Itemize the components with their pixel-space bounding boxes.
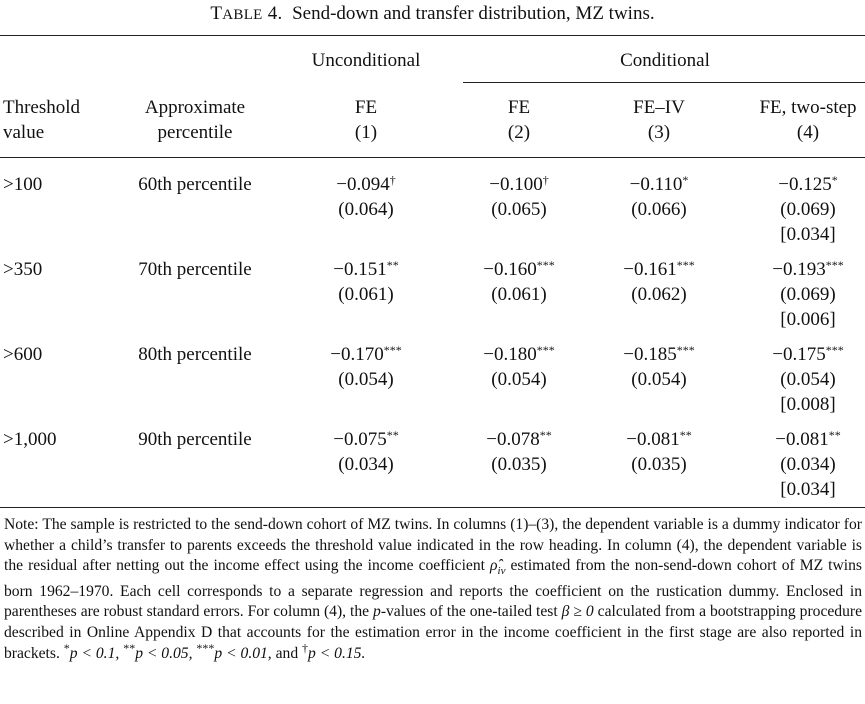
coefficient-value: −0.075 — [333, 429, 387, 450]
header-col-name: FE — [507, 97, 531, 118]
note-sig2: p < 0.05, — [135, 644, 193, 662]
estimate-cell — [623, 342, 694, 392]
group-conditional: Conditional — [620, 50, 710, 71]
conditional-underline — [463, 82, 865, 83]
standard-error: (0.034) — [338, 454, 394, 475]
significance-mark: † — [389, 173, 396, 187]
coefficient-value: −0.094 — [336, 174, 390, 195]
coefficient-value: −0.100 — [489, 174, 543, 195]
row-percentile: 70th percentile — [138, 259, 252, 280]
estimate-cell — [336, 172, 395, 222]
coefficient — [623, 257, 694, 282]
row-percentile: 60th percentile — [138, 174, 252, 195]
standard-error: (0.035) — [491, 454, 547, 475]
coefficient — [333, 427, 398, 452]
header-col-name: FE–IV — [633, 97, 685, 118]
significance-mark: † — [542, 173, 549, 187]
table-caption — [0, 3, 865, 25]
estimate-cell — [330, 342, 401, 392]
significance-mark: *** — [536, 343, 555, 357]
table-note — [4, 515, 862, 664]
standard-error: (0.066) — [631, 199, 687, 220]
coefficient — [630, 172, 689, 197]
estimate-cell — [772, 342, 843, 417]
coefficient — [336, 172, 395, 197]
row-threshold: >600 — [3, 344, 43, 365]
note-part-1: Note: The sample is restricted to the send-down cohort of MZ twins. In columns (1)–(3), the dependent variable is a dummy indicator for whether a child’s transfer to parents exceeds the threshold value indicated in the row heading. In column (4), the dependent variable is the residual after netting out the income effect using the income coefficient — [4, 516, 862, 575]
coefficient — [778, 172, 837, 197]
header-col-number: (1) — [354, 122, 378, 143]
coefficient-value: −0.185 — [623, 344, 677, 365]
standard-error: (0.069) — [780, 199, 836, 220]
standard-error: (0.054) — [780, 369, 836, 390]
significance-mark: ** — [828, 428, 841, 442]
significance-mark: ** — [386, 258, 399, 272]
note-sig1-mark: * — [63, 640, 70, 655]
coefficient — [333, 257, 398, 282]
standard-error: (0.054) — [338, 369, 394, 390]
note-p-italic: p — [373, 603, 381, 621]
coefficient — [483, 257, 554, 282]
coefficient — [775, 427, 840, 452]
estimate-cell — [333, 427, 398, 477]
header-col-number: (4) — [796, 122, 820, 143]
coefficient-value: −0.125 — [778, 174, 832, 195]
row-threshold: >350 — [3, 259, 43, 280]
estimate-cell — [489, 172, 548, 222]
row-threshold: >1,000 — [3, 429, 57, 450]
coefficient-value: −0.170 — [330, 344, 384, 365]
coefficient — [489, 172, 548, 197]
standard-error: (0.062) — [631, 284, 687, 305]
coefficient — [772, 342, 843, 367]
coefficient — [623, 342, 694, 367]
header-col-name: FE, two-step — [759, 97, 857, 118]
estimate-cell — [772, 257, 843, 332]
coefficient-value: −0.081 — [626, 429, 680, 450]
standard-error: (0.064) — [338, 199, 394, 220]
header-threshold-line2: value — [3, 122, 45, 143]
coefficient — [330, 342, 401, 367]
note-test: β ≥ 0 — [561, 603, 594, 621]
header-col-number: (3) — [647, 122, 671, 143]
significance-mark: *** — [383, 343, 402, 357]
significance-mark: ** — [386, 428, 399, 442]
note-part-3: -values of the one-tailed test — [380, 603, 558, 621]
significance-mark: *** — [676, 343, 695, 357]
coefficient — [483, 342, 554, 367]
coefficient-value: −0.110 — [629, 174, 683, 195]
coefficient-value: −0.160 — [483, 259, 537, 280]
note-sig4: p < 0.15. — [308, 644, 366, 662]
standard-error: (0.054) — [491, 369, 547, 390]
header-col-4 — [759, 95, 856, 145]
estimate-cell — [483, 257, 554, 307]
note-sig4-mark: † — [302, 640, 309, 655]
note-and: and — [275, 644, 299, 662]
estimate-cell — [778, 172, 837, 247]
header-col-2 — [508, 95, 530, 145]
table-label: TABLE 4. — [210, 3, 283, 24]
coefficient-value: −0.180 — [483, 344, 537, 365]
standard-error: (0.034) — [780, 454, 836, 475]
coefficient-value: −0.161 — [623, 259, 677, 280]
note-sig2-mark: ** — [123, 640, 136, 655]
coefficient-value: −0.081 — [775, 429, 829, 450]
significance-mark: *** — [536, 258, 555, 272]
header-threshold-line1: Threshold — [3, 97, 81, 118]
table-title: Send-down and transfer distribution, MZ twins. — [292, 3, 655, 24]
standard-error: (0.065) — [491, 199, 547, 220]
note-part-4: calculated from a bootstrapping procedure described in Online Appendix D that accounts for the estimation error in the income coefficient in the first stage are also reported in brackets. — [4, 603, 863, 662]
standard-error: (0.054) — [631, 369, 687, 390]
row-threshold: >100 — [3, 174, 43, 195]
note-sig1: p < 0.1, — [69, 644, 120, 662]
standard-error: (0.069) — [780, 284, 836, 305]
estimate-cell — [626, 427, 691, 477]
header-col-name: FE — [354, 97, 378, 118]
header-percentile-line1: Approximate — [144, 97, 246, 118]
standard-error: (0.061) — [338, 284, 394, 305]
header-threshold — [3, 95, 80, 145]
note-part-2: estimated from the non-send-down cohort of MZ twins born 1962–1970. Each cell corresponds to a separate regression and reports the coefficient on the rustication dummy. Enclosed in parentheses are robust standard errors. For column (4), the — [4, 557, 862, 621]
header-percentile — [145, 95, 245, 145]
note-rho: ρ̂ — [490, 557, 498, 575]
header-col-number: (2) — [507, 122, 531, 143]
note-rho-sub: iv — [497, 565, 506, 578]
group-unconditional: Unconditional — [311, 50, 421, 71]
significance-mark: *** — [825, 258, 844, 272]
significance-mark: *** — [676, 258, 695, 272]
coefficient-value: −0.193 — [772, 259, 826, 280]
significance-mark: * — [831, 173, 838, 187]
coefficient — [486, 427, 551, 452]
header-percentile-line2: percentile — [157, 122, 233, 143]
bootstrap-p-value: [0.034] — [780, 479, 836, 500]
estimate-cell — [623, 257, 694, 307]
note-sig3-mark: *** — [196, 640, 215, 655]
row-percentile: 80th percentile — [138, 344, 252, 365]
bootstrap-p-value: [0.034] — [780, 224, 836, 245]
coefficient-value: −0.175 — [772, 344, 826, 365]
significance-mark: ** — [539, 428, 552, 442]
significance-mark: * — [682, 173, 689, 187]
note-sig3: p < 0.01, — [214, 644, 272, 662]
header-rule — [0, 157, 865, 158]
significance-mark: ** — [679, 428, 692, 442]
estimate-cell — [486, 427, 551, 477]
estimate-cell — [333, 257, 398, 307]
header-col-3 — [633, 95, 685, 145]
top-rule — [0, 35, 865, 36]
estimate-cell — [775, 427, 840, 502]
row-percentile: 90th percentile — [138, 429, 252, 450]
bottom-rule — [0, 507, 865, 508]
standard-error: (0.061) — [491, 284, 547, 305]
bootstrap-p-value: [0.008] — [780, 394, 836, 415]
significance-mark: *** — [825, 343, 844, 357]
coefficient — [626, 427, 691, 452]
coefficient-value: −0.078 — [486, 429, 540, 450]
estimate-cell — [630, 172, 689, 222]
bootstrap-p-value: [0.006] — [780, 309, 836, 330]
estimate-cell — [483, 342, 554, 392]
coefficient-value: −0.151 — [333, 259, 387, 280]
standard-error: (0.035) — [631, 454, 687, 475]
coefficient — [772, 257, 843, 282]
header-col-1 — [355, 95, 377, 145]
